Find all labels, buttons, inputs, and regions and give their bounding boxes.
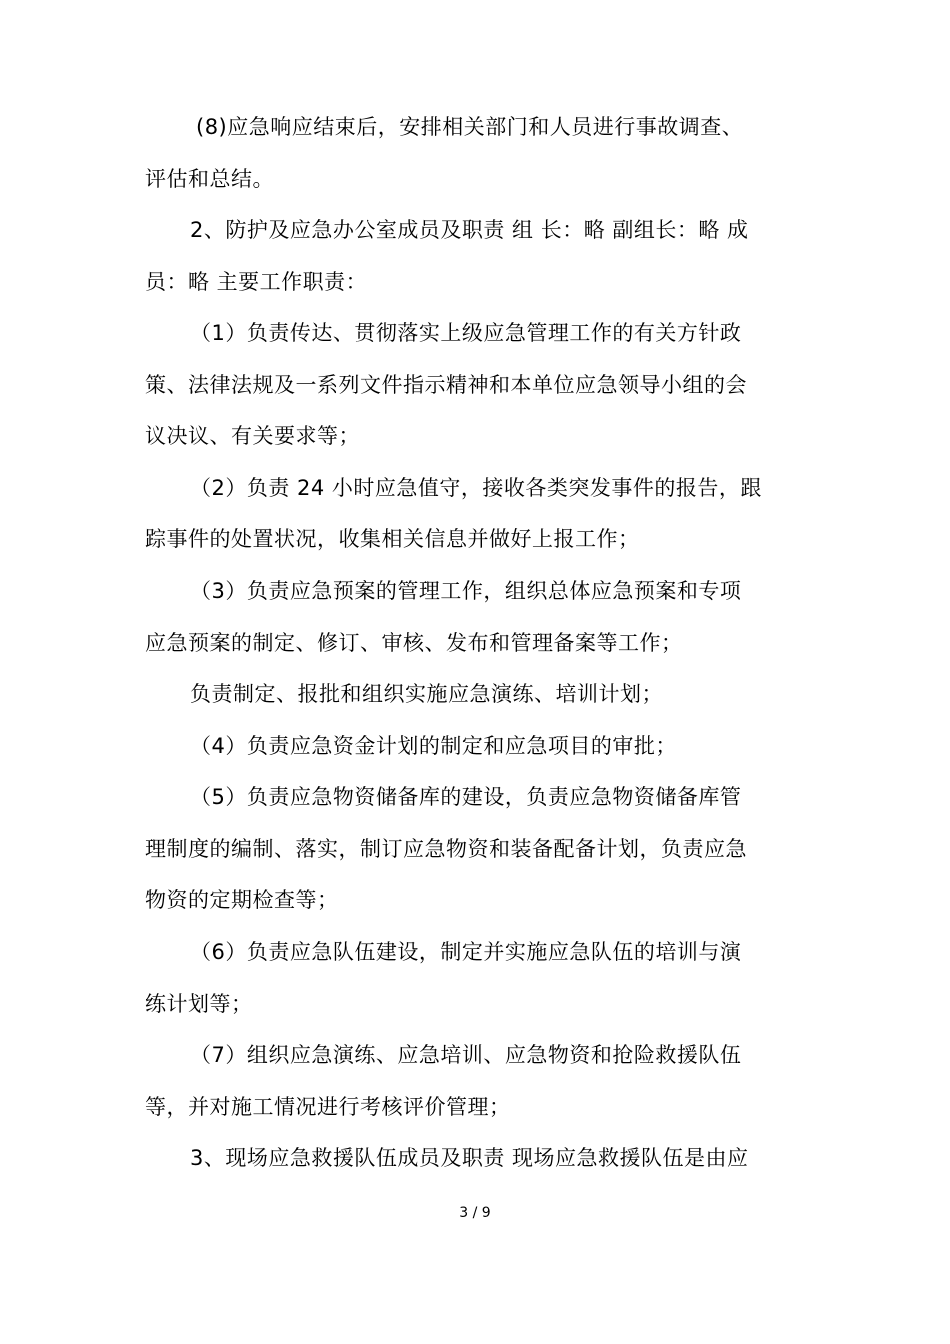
text-line: 应急预案的制定、修订、审核、发布和管理备案等工作；: [145, 631, 683, 655]
text-line: 策、法律法规及一系列文件指示精神和本单位应急领导小组的会: [145, 373, 747, 397]
text-line: （3）负责应急预案的管理工作，组织总体应急预案和专项: [190, 579, 742, 603]
text-line: 负责制定、报批和组织实施应急演练、培训计划；: [190, 682, 663, 706]
text-line: 评估和总结。: [145, 167, 274, 191]
text-line: 3、现场应急救援队伍成员及职责 现场应急救援队伍是由应: [190, 1146, 749, 1170]
text-line: 踪事件的处置状况，收集相关信息并做好上报工作；: [145, 527, 640, 551]
text-line: （4）负责应急资金计划的制定和应急项目的审批；: [190, 734, 677, 758]
text-line: （6）负责应急队伍建设，制定并实施应急队伍的培训与演: [190, 940, 742, 964]
text-line: （2）负责 24 小时应急值守，接收各类突发事件的报告，跟: [190, 476, 762, 500]
text-line: 等，并对施工情况进行考核评价管理；: [145, 1095, 511, 1119]
text-line: 员：略 主要工作职责：: [145, 270, 368, 294]
text-line: (8)应急响应结束后，安排相关部门和人员进行事故调查、: [196, 115, 744, 139]
text-line: （1）负责传达、贯彻落实上级应急管理工作的有关方针政: [190, 321, 742, 345]
text-line: （7）组织应急演练、应急培训、应急物资和抢险救援队伍: [190, 1043, 742, 1067]
text-line: 练计划等；: [145, 992, 253, 1016]
text-line: 理制度的编制、落实，制订应急物资和装备配备计划，负责应急: [145, 837, 747, 861]
text-line: 2、防护及应急办公室成员及职责 组 长：略 副组长：略 成: [190, 218, 749, 242]
text-line: 物资的定期检查等；: [145, 888, 339, 912]
text-line: 议决议、有关要求等；: [145, 424, 360, 448]
page-number: 3 / 9: [459, 1205, 491, 1221]
text-line: （5）负责应急物资储备库的建设，负责应急物资储备库管: [190, 785, 742, 809]
